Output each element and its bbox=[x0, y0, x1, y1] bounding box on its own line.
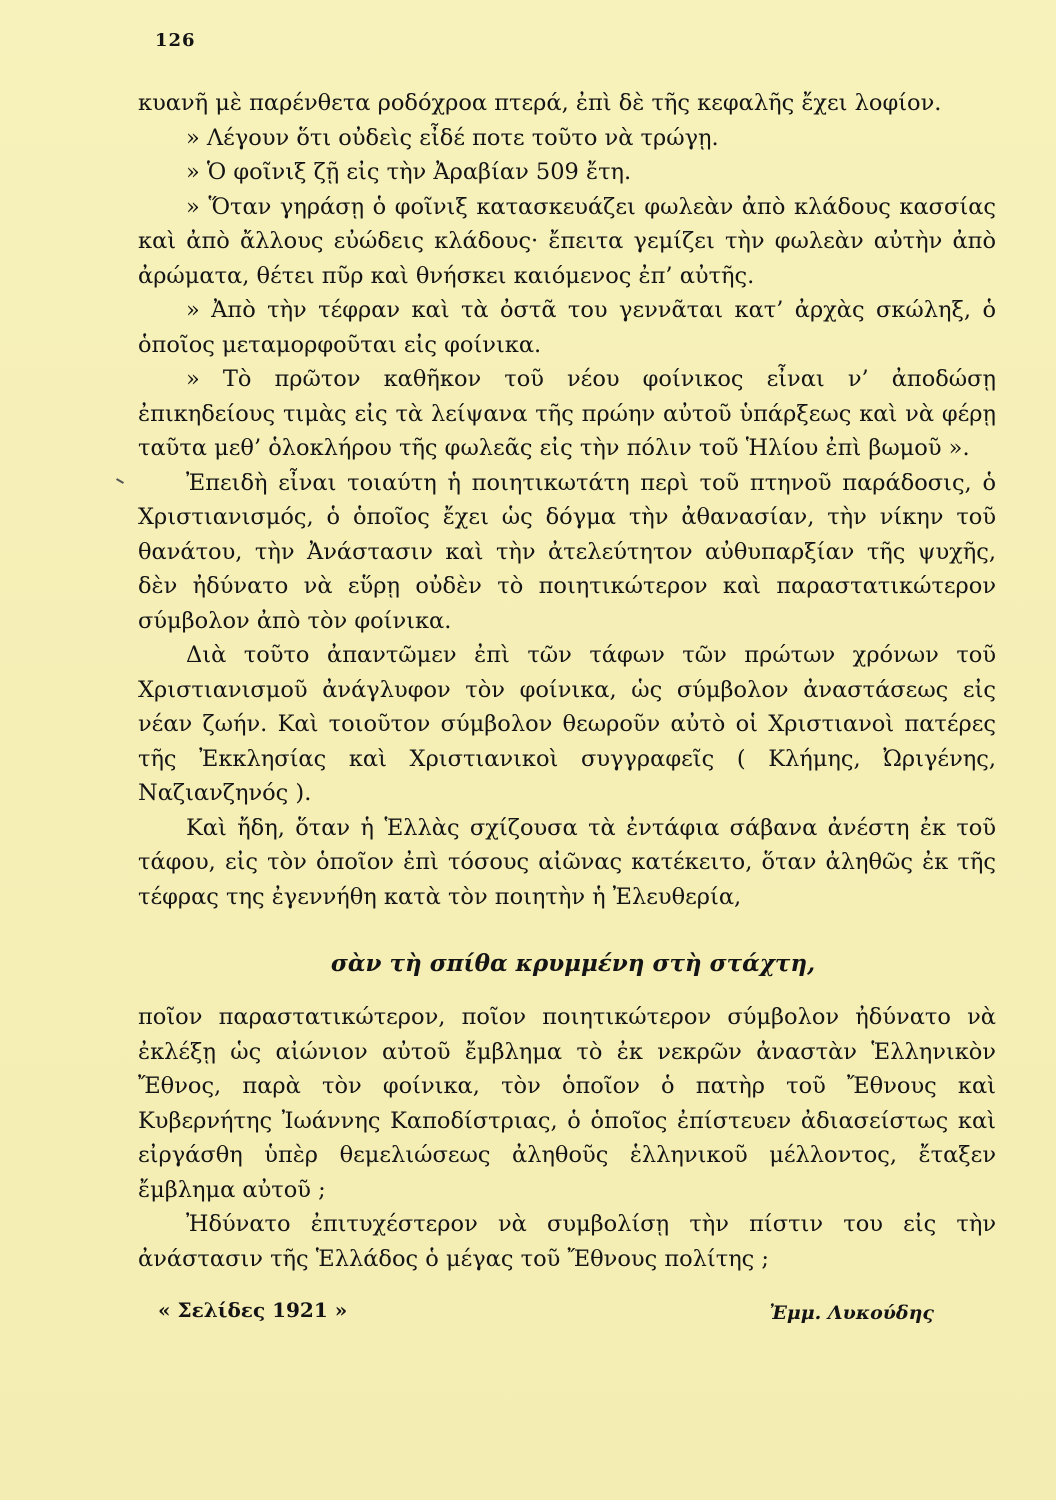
paragraph: Καὶ ἤδη, ὅταν ἡ Ἑλλὰς σχίζουσα τὰ ἐντάφια σάβανα ἀνέστη ἐκ τοῦ τάφου, εἰς τὸν ὁποῖον ἐπὶ τόσους αἰῶνας κατέκειτο, ὅταν ἀληθῶς ἐκ τῆς τέφρας της ἐγεννήθη κατὰ τὸν ποιητὴν ἡ Ἐλευθερία, bbox=[138, 814, 996, 910]
main-text-block bbox=[138, 86, 996, 914]
verse-quote bbox=[0, 950, 1056, 977]
closing-text-block bbox=[138, 1000, 996, 1276]
paragraph: » Ἀπὸ τὴν τέφραν καὶ τὰ ὀστᾶ του γεννᾶται κατ’ ἀρχὰς σκώληξ, ὁ ὁποῖος μεταμορφοῦται εἰς φοίνικα. bbox=[138, 297, 996, 358]
author-signature: Ἐμμ. Λυκούδης bbox=[769, 1302, 934, 1324]
paragraph: Ἐπειδὴ εἶναι τοιαύτη ἡ ποιητικωτάτη περὶ τοῦ πτηνοῦ παράδοσις, ὁ Χριστιανισμός, ὁ ὁποῖος ἔχει ὡς δόγμα τὴν ἀθανασίαν, τὴν νίκην τοῦ θανάτου, τὴν Ἀνάστασιν καὶ τὴν ἀτελεύτητον αὐθυπαρξίαν τῆς ψυχῆς, δὲν ἠδύνατο νὰ εὕρῃ οὐδὲν τὸ ποιητικώτερον καὶ παραστατικώτερον σύμβολον ἀπὸ τὸν φοίνικα. bbox=[138, 469, 996, 634]
source-citation: « Σελίδες 1921 » bbox=[158, 1298, 348, 1322]
paragraph: ποῖον παραστατικώτερον, ποῖον ποιητικώτερον σύμβολον ἠδύνατο νὰ ἐκλέξῃ ὡς αἰώνιον αὐτοῦ ἔμβλημα τὸ ἐκ νεκρῶν ἀναστὰν Ἑλληνικὸν Ἔθνος, παρὰ τὸν φοίνικα, τὸν ὁποῖον ὁ πατὴρ τοῦ Ἔθνους καὶ Κυβερνήτης Ἰωάννης Καποδίστριας, ὁ ὁποῖος ἐπίστευεν ἀδιασείστως καὶ εἰργάσθη ὑπὲρ θεμελιώσεως ἀληθοῦς ἑλληνικοῦ μέλλοντος, ἔταξεν ἔμβλημα αὐτοῦ ; bbox=[138, 1004, 996, 1203]
paragraph: Ἠδύνατο ἐπιτυχέστερον νὰ συμβολίσῃ τὴν πίστιν του εἰς τὴν ἀνάστασιν τῆς Ἑλλάδος ὁ μέγας τοῦ Ἔθνους πολίτης ; bbox=[138, 1211, 996, 1272]
margin-mark bbox=[116, 478, 124, 484]
paragraph: » Λέγουν ὅτι οὐδεὶς εἶδέ ποτε τοῦτο νὰ τρώγῃ. bbox=[186, 124, 719, 151]
paragraph: » Ὅταν γηράσῃ ὁ φοῖνιξ κατασκευάζει φωλεὰν ἀπὸ κλάδους κασσίας καὶ ἀπὸ ἄλλους εὐώδεις κλάδους· ἔπειτα γεμίζει τὴν φωλεὰν αὐτὴν ἀπὸ ἀρώματα, θέτει πῦρ καὶ θνήσκει καιόμενος ἐπ’ αὐτῆς. bbox=[138, 193, 996, 289]
paragraph: » Ὁ φοῖνιξ ζῇ εἰς τὴν Ἀραβίαν 509 ἔτη. bbox=[186, 159, 632, 185]
verse-line: σὰν τὴ σπίθα κρυμμένη στὴ στάχτη, bbox=[330, 950, 816, 977]
paragraph: » Τὸ πρῶτον καθῆκον τοῦ νέου φοίνικος εἶναι ν’ ἀποδώσῃ ἐπικηδείους τιμὰς εἰς τὰ λείψανα τῆς πρώην αὐτοῦ ὑπάρξεως καὶ νὰ φέρῃ ταῦτα μεθ’ ὁλοκλήρου τῆς φωλεᾶς εἰς τὴν πόλιν τοῦ Ἡλίου ἐπὶ βωμοῦ ». bbox=[138, 366, 996, 461]
paragraph: Διὰ τοῦτο ἀπαντῶμεν ἐπὶ τῶν τάφων τῶν πρώτων χρόνων τοῦ Χριστιανισμοῦ ἀνάγλυφον τὸν φοίνικα, ὡς σύμβολον ἀναστάσεως εἰς νέαν ζωήν. Καὶ τοιοῦτον σύμβολον θεωροῦν αὐτὸ οἱ Χριστιανοὶ πατέρες τῆς Ἐκκλησίας καὶ Χριστιανικοὶ συγγραφεῖς ( Κλήμης, Ὠριγένης, Ναζιανζηνός ). bbox=[138, 642, 996, 806]
page-number: 126 bbox=[155, 30, 196, 51]
paragraph: κυανῆ μὲ παρένθετα ροδόχροα πτερά, ἐπὶ δὲ τῆς κεφαλῆς ἔχει λοφίον. bbox=[138, 90, 942, 116]
